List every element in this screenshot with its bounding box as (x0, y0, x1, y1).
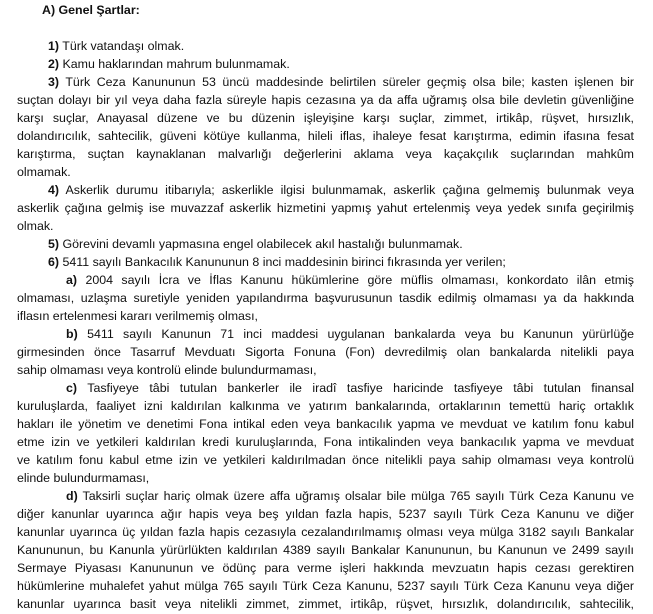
text-line: olmamak. (17, 165, 71, 179)
section-heading: A) Genel Şartlar: (42, 3, 140, 17)
item-text: Türk Ceza Kanununun 53 üncü maddesinde belirtilen süreler geçmiş olsa bile; kasten işlenen bir (65, 75, 634, 89)
text-line: hakları ile yönetim ve denetimi Fona intikal eden veya bankacılık yapma ve mevduat ve katılım fonu kabul (17, 417, 634, 431)
item-number: 1) (48, 39, 60, 53)
text-line: dolandırıcılık, sahtecilik, güveni kötüye kullanma, hileli iflas, ihaleye fesat karıştırma, edimin ifasına fesat (17, 129, 634, 143)
text-line: etme izin ve yetkileri kaldırılan kredi kuruluşlarında, Fona intikalinden veya bankacılık yapma ve mevduat (17, 435, 634, 449)
text-line: elinde bulundurmaması, (17, 471, 150, 485)
text-line: karşı suçlar, Anayasal düzene ve bu düzenin işleyişine karşı suçlar, zimmet, irtikâp, rüşvet, hırsızlık, (17, 111, 634, 125)
text-line: kanunlar uyarınca basit veya nitelikli zimmet, zimmet, irtikâp, rüşvet, hırsızlık, dolandırıcılık, sahtecilik, (17, 597, 634, 611)
text-line: olmak. (17, 219, 54, 233)
subitem-a (0, 271, 634, 289)
text-line: askerlik çağına gelmiş ise muvazzaf askerlik hizmetini yapmış yahut ertelenmiş veya yedek sınıfa geçirilmiş (17, 201, 634, 215)
item-5 (0, 235, 653, 253)
subitem-letter: d) (66, 489, 78, 503)
item-number: 5) (48, 237, 60, 251)
text-line: karıştırma, suçtan kaynaklanan malvarlığı değerlerini aklama veya kaçakçılık suçlarından mahkûm (17, 147, 634, 161)
item-text: 5411 sayılı Bankacılık Kanununun 8 inci maddesinin birinci fıkrasında yer verilen; (62, 255, 506, 269)
item-text: Görevini devamlı yapmasına engel olabilecek akıl hastalığı bulunmamak. (62, 237, 463, 251)
text-line: hükümlerine muhalefet yahut mülga 765 sayılı Türk Ceza Kanunu, 5237 sayılı Türk Ceza Kanunu veya diğer (17, 579, 634, 593)
subitem-letter: b) (66, 327, 78, 341)
text-line: kanunlar uyarınca üç yıldan fazla hapis cezasıyla cezalandırılmamış olması veya mülga 3182 sayılı Bankalar (17, 525, 634, 539)
subitem-letter: c) (66, 381, 78, 395)
subitem-text: 5411 sayılı Kanunun 71 inci maddesi uygulanan bankalarda veya bu Kanunun yürürlüğe (87, 327, 634, 341)
text-line: sahip olmaması veya kontrolü elinde bulundurmaması, (17, 363, 317, 377)
text-line: olmaması, uzlaşma suretiyle yeniden yapılandırma başvurusunun tasdik edilmiş olmaması ya da hakkında (17, 291, 634, 305)
item-1 (0, 37, 653, 55)
text-line: Sermaye Piyasası Kanununun ve ödünç para verme işleri hakkında mevzuatın hapis cezası gerektiren (17, 561, 634, 575)
subitem-c (0, 379, 634, 397)
text-line: girmesinden önce Tasarruf Mevduatı Sigorta Fonuna (Fon) devredilmiş olan bankalarda nitelikli paya (17, 345, 634, 359)
text-line: ve katılım fonu kabul etme izin ve yetkileri kaldırılmadan önce nitelikli paya sahip olmaması veya kontrolü (17, 453, 634, 467)
text-line: diğer kanunlar uyarınca ağır hapis veya beş yıldan fazla hapis, 5237 sayılı Türk Ceza Kanunu ve diğer (17, 507, 634, 521)
item-number: 2) (48, 57, 60, 71)
text-line: iflasın ertelenmesi kararı verilmemiş olması, (17, 309, 258, 323)
item-3 (0, 73, 634, 91)
item-number: 6) (48, 255, 60, 269)
subitem-letter: a) (66, 273, 78, 287)
text-line: kuruluşlarda, faaliyet izni kaldırılan kalkınma ve yatırım bankalarında, ortaklarının temettü hariç ortaklık (17, 399, 634, 413)
item-4 (0, 181, 634, 199)
subitem-text: Tasfiyeye tâbi tutulan bankerler ile iradî tasfiye haricinde tasfiyeye tâbi tutulan finansal (87, 381, 634, 395)
item-number: 3) (48, 75, 60, 89)
item-text: Türk vatandaşı olmak. (62, 39, 185, 53)
subitem-text: Taksirli suçlar hariç olmak üzere affa uğramış olsalar bile mülga 765 sayılı Türk Ceza Kanunu ve (82, 489, 634, 503)
item-number: 4) (48, 183, 60, 197)
text-line: Kanununun, bu Kanunla yürürlükten kaldırılan 4389 sayılı Bankalar Kanununun, bu Kanunun ve 2499 sayılı (17, 543, 634, 557)
item-text: Kamu haklarından mahrum bulunmamak. (62, 57, 290, 71)
subitem-b (0, 325, 634, 343)
text-line: suçtan dolayı bir yıl veya daha fazla süreyle hapis cezasına ya da affa uğramış olsa bile devletin güvenliğine (17, 93, 634, 107)
subitem-text: 2004 sayılı İcra ve İflas Kanunu hükümlerine göre müflis olmaması, konkordato ilân etmiş (85, 273, 634, 287)
item-2 (0, 55, 653, 73)
item-6 (0, 253, 653, 271)
item-text: Askerlik durumu itibarıyla; askerlikle ilgisi bulunmamak, askerlik çağına gelmemiş bulunmak veya (65, 183, 634, 197)
subitem-d (0, 487, 634, 505)
